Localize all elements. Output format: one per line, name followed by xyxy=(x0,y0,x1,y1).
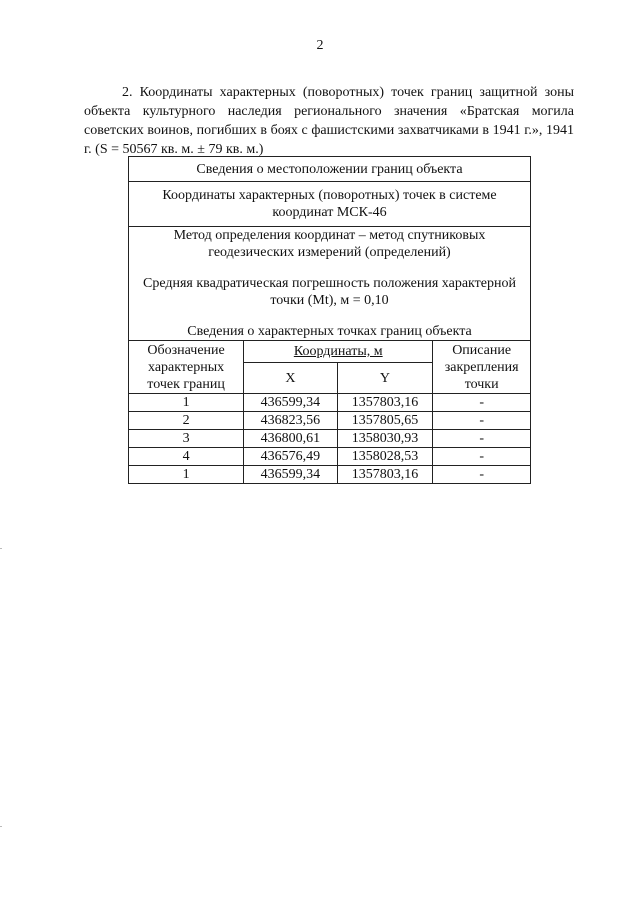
description-cell: - xyxy=(433,394,531,412)
margin-mark xyxy=(0,548,2,549)
y-cell: 1357803,16 xyxy=(337,394,433,412)
column-coordinates: Координаты, м xyxy=(244,341,433,363)
table-row xyxy=(129,412,531,430)
table-row xyxy=(129,466,531,484)
table-title: Сведения о местоположении границ объекта xyxy=(129,157,531,182)
description-cell: - xyxy=(433,448,531,466)
point-cell: 1 xyxy=(129,466,244,484)
x-cell: 436599,34 xyxy=(244,394,338,412)
x-cell: 436599,34 xyxy=(244,466,338,484)
x-cell: 436800,61 xyxy=(244,430,338,448)
x-cell: 436823,56 xyxy=(244,412,338,430)
table-row xyxy=(129,430,531,448)
table-row xyxy=(129,394,531,412)
point-cell: 3 xyxy=(129,430,244,448)
y-cell: 1358028,53 xyxy=(337,448,433,466)
margin-mark xyxy=(0,826,2,827)
coordinate-system: Координаты характерных (поворотных) точек в системе координат МСК-46 xyxy=(129,182,531,227)
column-x: X xyxy=(244,363,338,394)
description-cell: - xyxy=(433,430,531,448)
accuracy-text: Средняя квадратическая погрешность положения характерной точки (Mt), м = 0,10 xyxy=(143,276,516,308)
description-cell: - xyxy=(433,466,531,484)
point-cell: 1 xyxy=(129,394,244,412)
x-cell: 436576,49 xyxy=(244,448,338,466)
column-description: Описание закрепления точки xyxy=(433,341,531,394)
method-block xyxy=(129,227,531,341)
page-number: 2 xyxy=(316,38,324,53)
point-cell: 2 xyxy=(129,412,244,430)
description-cell: - xyxy=(433,412,531,430)
y-cell: 1358030,93 xyxy=(337,430,433,448)
method-text: Метод определения координат – метод спутниковых геодезических измерений (определений) xyxy=(173,228,486,260)
y-cell: 1357803,16 xyxy=(337,466,433,484)
y-cell: 1357805,65 xyxy=(337,412,433,430)
column-point-designation: Обозначение характерных точек границ xyxy=(129,341,244,394)
column-y: Y xyxy=(337,363,433,394)
points-header: Сведения о характерных точках границ объекта xyxy=(187,324,472,339)
intro-paragraph: 2. Координаты характерных (поворотных) точек границ защитной зоны объекта культурного наследия регионального значения «Братская могила советских воинов, погибших в боях с фашистскими захватчиками в 1941 г.», 1941 г. (S = 50567 кв. м. ± 79 кв. м.) xyxy=(84,85,574,157)
coordinates-table xyxy=(128,156,531,484)
point-cell: 4 xyxy=(129,448,244,466)
table-row xyxy=(129,448,531,466)
